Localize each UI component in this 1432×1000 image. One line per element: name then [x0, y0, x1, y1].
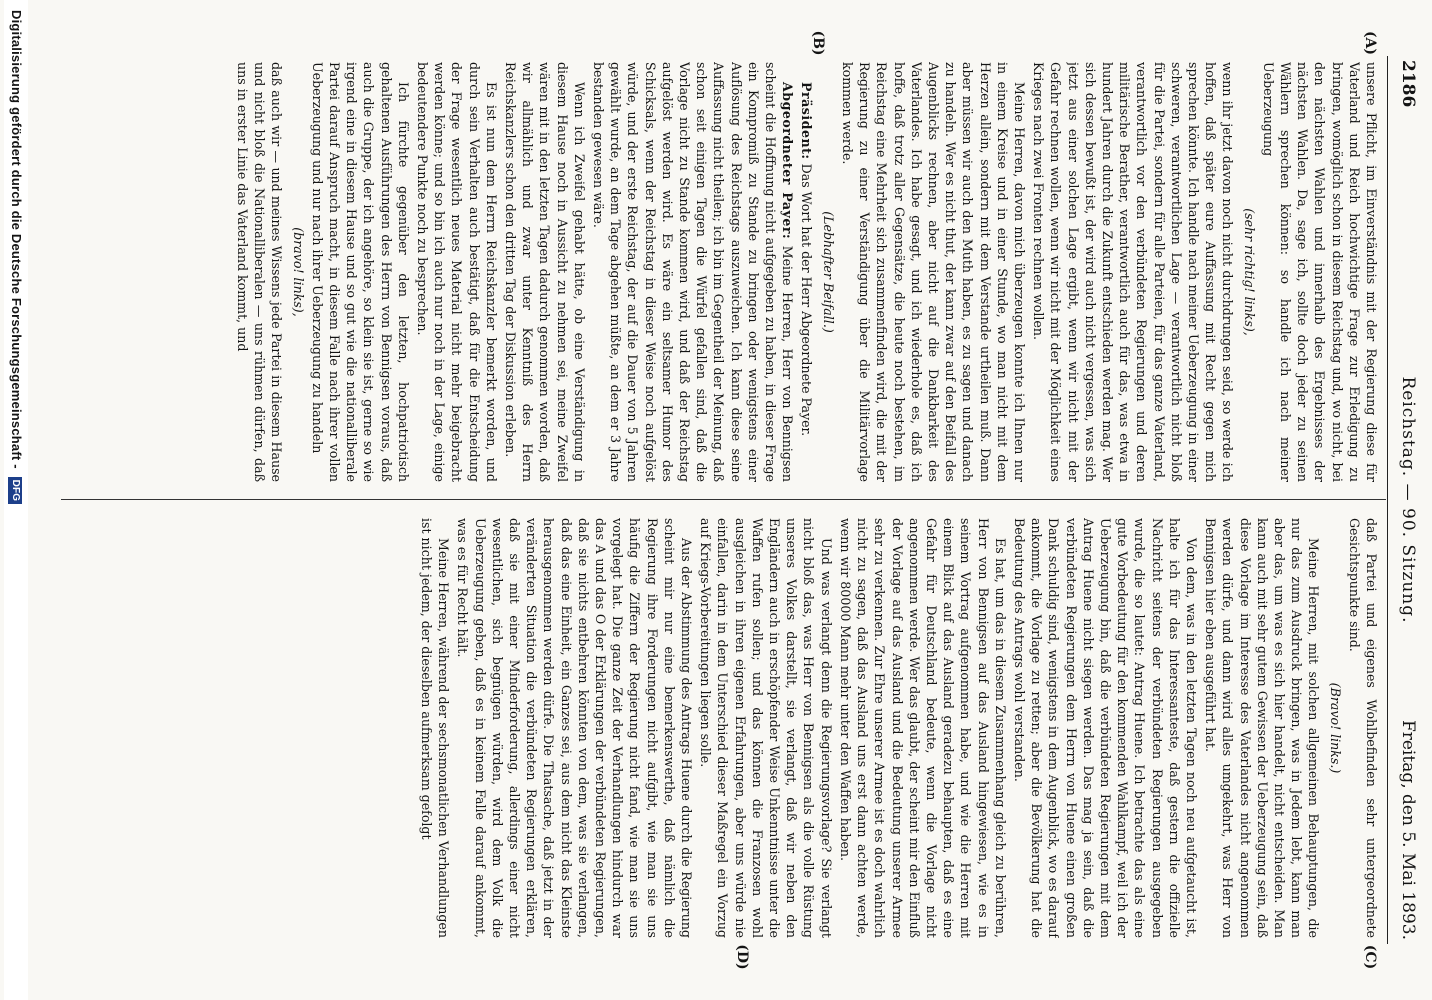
speaker-name: Abgeordneter Payer:	[780, 82, 796, 240]
header-rule	[1387, 56, 1388, 944]
speaker-paragraph	[590, 62, 796, 482]
paragraph: wenn ihr jetzt davon noch nicht durchdrungen seid, so werde ich hoffen, daß später eure Auffassung mit Recht gegen mich sprechen könnte. Ich handle nach meiner Ueberzeugung in einer schweren, verantwortlichen Lage — verantwortlich nicht bloß für die Partei, sondern für alle Parteien, für das ganze Vaterland, verantwortlich vor den verbündeten Regierungen und deren militärische Berather, verantwortlich auch für das, was etwa in hundert Jahren durch die Zukunft entschieden werden mag. Wer sich dessen bewußt ist, der wird auch nicht vergessen, was sich jetzt aus einer solchen Lage ergibt, wenn wir nicht mit der Gefahr rechnen wollen, wenn wir nicht mit der Möglichkeit eines Krieges nach zwei Fronten rechnen wollen.	[1031, 62, 1236, 482]
margin-marker-d: (D)	[734, 944, 750, 970]
speaker-paragraph	[798, 62, 815, 482]
paragraph: unsere Pflicht, im Einverständnis mit der Regierung diese für Vaterland und Reich hochwichtige Frage zur Erledigung zu bringen, womöglich schon in diesem Reichstag und, wo nicht, bei den nächsten Wahlen und innerhalb des Ergebnisses der nächsten Wahlen. Da, sage ich, sollte doch jeder zu seinen Wählern sprechen können: so handle ich nach meiner Ueberzeugung	[1260, 62, 1379, 482]
stage-direction: (Lebhafter Beifall.)	[820, 211, 836, 333]
header-title: Reichstag. — 90. Sitzung.	[1398, 376, 1418, 624]
running-header	[1394, 60, 1418, 940]
speaker-text: Das Wort hat der Herr Abgeordnete Payer.	[799, 163, 815, 437]
digitization-credit	[4, 0, 28, 1000]
paragraph: Meine Herren, mit solchen allgemeinen Behauptungen, die nur das zum Ausdruck bringen, was in Jedem lebt, kann man aber das, um was es sich hier handelt, nicht entscheiden. Man kann auch mit sehr gutem Gewissen der Ueberzeugung sein, daß diese Vorlage im Interesse des Vaterlandes nicht angenommen werden dürfe, und dann wird alles umgekehrt, was Herr von Bennigsen hier eben ausgeführt hat.	[1203, 518, 1322, 938]
paragraph: Und was verlangt denn die Regierungsvorlage? Sie verlangt nicht bloß das, was Herr von Bennigsen als die volle Rüstung unseres Volkes darstellt, sie verlangt, daß wir neben den Engländern auch in erschöpfender Weise Unkenntnisse unter die Waffen rufen sollen; und das können die Franzosen wohl ausgleichen in ihren eigenen Erfahrungen, aber uns würde nie einfallen, darin in dem Unterschied dieser Maßregel ein Vorzug auf Kriegs-Vorbereitungen liegen solle.	[698, 518, 834, 938]
paragraph: Wenn ich Zweifel gehabt hätte, ob eine Verständigung in diesem Hause noch in Aussicht zu nehmen sei, meine Zweifel wären mit in den letzten Tagen dadurch genommen worden, daß wir allmählich und zwar unter Kenntniß des Herrn Reichskanzlers schon den dritten Tag der Diskussion erleben.	[503, 62, 587, 482]
speaker-text: Meine Herren, Herr von Bennigsen scheint die Hoffnung nicht aufgegeben zu haben, in dieser Frage ein Kompromiß zu Stande zu bringen oder wenigstens einer Auflösung des Reichstags auszuweichen. Ich kann diese seine Auffassung nicht theilen; ich bin im Gegentheil der Meinung, daß schon seit einigen Tagen die Würfel gefallen sind, daß die Vorlage nicht zu Stande kommen wird, und daß der Reichstag aufgelöst werden wird. Es wäre ein seltsamer Humor des Schicksals, wenn der Reichstag in dieser Weise noch aufgelöst würde, und der erste Reichstag, der auf die Dauer von 5 Jahren gewählt wurde, an dem Tage abgehen müßte, an dem er 3 Jahre bestanden gewesen wäre.	[591, 62, 796, 482]
paragraph: Aus der Abstimmung des Antrags Huene durch die Regierung scheint mir nur eine bemerkenswerthe, daß nämlich die Regierung ihre Forderungen nicht aufgibt, wie man sie uns häufig die Ziffern der Regierung nicht fand, wie man sie uns vorgelegt hat. Die ganze Zeit der Verhandlungen hindurch war das A und das O der Erklärungen der verbündeten Regierungen, daß sie nichts entbehren könnten von dem, was sie verlangen, daß das eine Einheit, ein Ganzes sei, aus dem nicht das Kleinste herausgenommen werden dürfe. Die Thatsache, daß jetzt in der veränderten Situation die verbündeten Regierungen erklären, daß sie mit einer Minderforderung, allerdings einer nicht wesentlichen, sich begnügen würden, wird dem Volk die Ueberzeugung geben, daß es in keinem Falle darauf ankommt, was es für Recht hält.	[455, 518, 695, 938]
stage-direction: (bravo! links),	[290, 227, 306, 317]
paragraph: Ich fürchte gegenüber den letzten, hochpatriotisch gehaltenen Ausführungen des Herrn von Bennigsen voraus, daß auch die Gruppe, der ich angehöre, so klein sie ist, gerne so wie irgend eine in diesem Hause und so gut wie die nationalliberale Partei darauf Anspruch macht, in diesem Falle nach ihrer vollen Ueberzeugung und nur nach ihrer Ueberzeugung zu handeln	[309, 62, 411, 482]
paragraph: daß Partei und eigenes Wohlbefinden sehr untergeordnete Gesichtspunkte sind.	[1346, 518, 1379, 938]
header-date: Freitag, den 5. Mai 1893.	[1398, 719, 1418, 940]
left-column	[65, 62, 1380, 482]
page-number: 2186	[1398, 60, 1418, 108]
paragraph: daß auch wir — und meines Wissens jede Partei in diesem Hause und nicht bloß die Nationalliberalen — uns rühmen dürfen, daß uns in erster Linie das Vaterland kommt, und	[235, 62, 285, 482]
paragraph: Es ist nun dem Herrn Reichskanzler bemerkt worden, und durch sein Verhalten auch bestätigt, daß für die Entscheidung der Frage wesentlich neues Material nicht mehr beigebracht werden könne; und so bin ich auch nur noch in der Lage, einige bedeutendere Punkte noch zu besprechen.	[415, 62, 499, 482]
column-divider	[61, 499, 1386, 500]
paragraph: Es hat, um das in diesem Zusammenhang gleich zu berühren, Herr von Bennigsen auf das Ausland hingewiesen, wie es in seinem Vortrag aufgenommen habe, und wie die Herren mit einem Blick auf das Ausland geradezu behaupten, daß es eine Gefahr für Deutschland bedeute, wenn die Vorlage nicht angenommen werde. Wer das glaubt, der scheint mir den Einfluß der Vorlage auf das Ausland und die Bedeutung unserer Armee sehr zu verkennen. Zur Ehre unserer Armee ist es doch wahrlich nicht zu sagen, daß das Ausland uns erst dann achten werde, wenn wir 80000 Mann mehr unter den Waffen haben.	[837, 518, 1008, 938]
paragraph: Meine Herren, davon mich überzeugen konnte ich Ihnen nur in einem Kreise und in einer Stunde, wo man nicht mit dem Herzen allein, sondern mit dem Verstande urtheilen muß. Dann aber müssen wir auch den Muth haben, es zu sagen und danach zu handeln. Wer es nicht thut, der kann zwar auf den Beifall des Augenblicks rechnen, aber nicht auf die Dankbarkeit des Vaterlandes. Ich habe gesagt, und ich wiederhole es, daß ich hoffe, daß trotz aller Gegensätze, die heute noch bestehen, im Reichstag eine Mehrheit sich zusammenfinden wird, die mit der Regierung zu einer Verständigung über die Militärvorlage kommen werde.	[839, 62, 1027, 482]
stage-direction: (sehr richtig! links),	[1241, 208, 1257, 336]
paragraph: Von dem, was in den letzten Tagen noch neu aufgetaucht ist, halte ich für das Interessanteste, daß gestern die offizielle Nachricht seitens der verbündeten Regierungen ausgegeben wurde, die so lautet: Antrag Huene. Ich betrachte das als eine gute Vorbedeutung für den kommenden Wahlkampf, weil ich der Ueberzeugung bin, daß die verbündeten Regierungen mit dem Antrag Huene nicht siegen werden. Das mag ja sein, daß die verbündeten Regierungen dem Herrn von Huene einen großen Dank schuldig sind, wenigstens in dem Augenblick, wo es darauf ankommt, die Vorlage zu retten; aber die Bevölkerung hat die Bedeutung des Antrags wohl verstanden.	[1011, 518, 1199, 938]
margin-marker-b: (B)	[810, 30, 826, 56]
margin-marker-a: (A)	[1362, 30, 1378, 56]
stage-direction: (Bravo! links.)	[1327, 682, 1343, 774]
paragraph: Meine Herren, während der sechsmonatlichen Verhandlungen ist nicht jedem, der dieselben aufmerksam gefolgt	[419, 518, 452, 938]
credit-text: Digitalisierung gefördert durch die Deutsche Forschungsgemeinschaft -	[9, 10, 24, 469]
right-column	[65, 518, 1380, 938]
speaker-name: Präsident:	[799, 82, 815, 160]
margin-marker-c: (C)	[1362, 944, 1378, 970]
dfg-logo: DFG	[8, 477, 22, 505]
